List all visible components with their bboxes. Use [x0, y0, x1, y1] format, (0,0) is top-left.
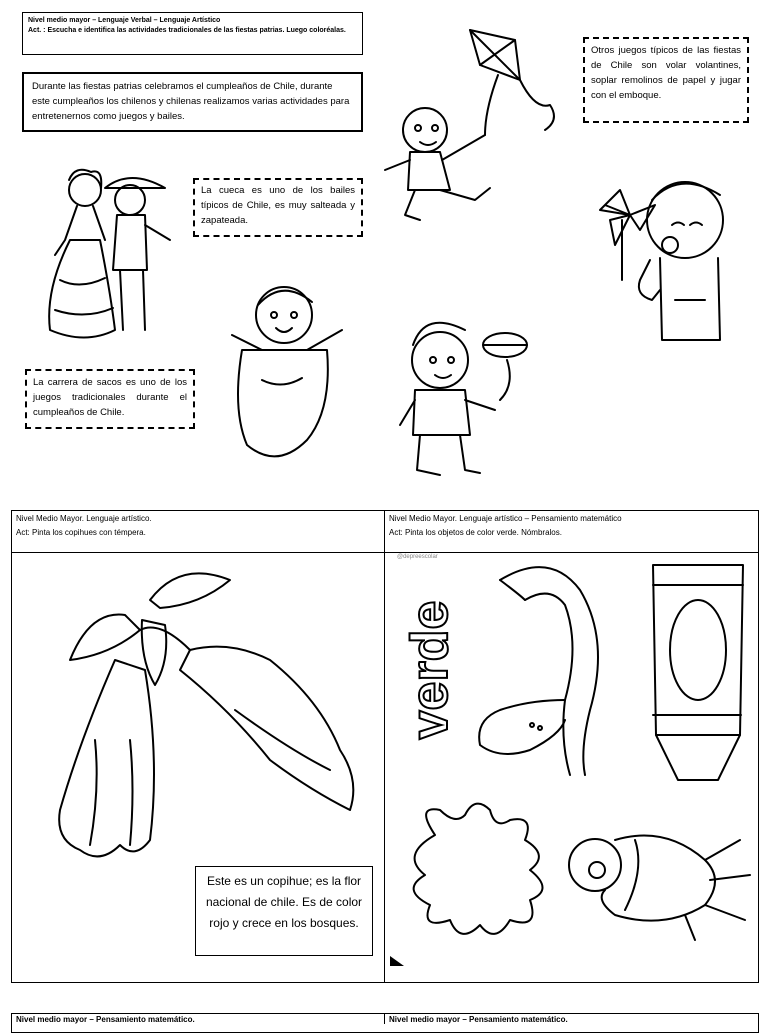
cueca-dancers-illustration [25, 160, 185, 350]
sack-race-illustration [222, 280, 352, 470]
right-header-line1: Nivel Medio Mayor. Lenguaje artístico – Pensamiento matemático [389, 514, 622, 523]
left-activity-header [12, 511, 388, 541]
middle-vertical-divider [384, 510, 385, 983]
right-activity-header [385, 511, 763, 541]
crayon-illustration [648, 560, 748, 800]
bottom-left-header: Nivel medio mayor – Pensamiento matemático. [16, 1015, 195, 1024]
right-header-line2: Act: Pinta los objetos de color verde. Nómbralos. [389, 528, 562, 537]
games-box [583, 37, 749, 123]
emboque-boy-illustration [395, 305, 565, 485]
top-header-line1: Nivel medio mayor – Lenguaje Verbal – Lenguaje Artístico [28, 17, 221, 24]
snake-illustration [470, 560, 630, 790]
middle-horizontal-divider [11, 552, 759, 553]
watermark: @depreescolar [397, 554, 438, 560]
top-header-line2: Act. : Escucha e identifica las actividades tradicionales de las fiestas patrias. Luego coloréalas. [28, 27, 346, 34]
cueca-box [193, 178, 363, 237]
sacks-text: La carrera de sacos es uno de los juegos tradicionales durante el cumpleaños de Chile. [33, 377, 187, 418]
pinwheel-boy-illustration [580, 150, 750, 350]
copihue-text: Este es un copihue; es la flor nacional de chile. Es de color rojo y crece en los bosques. [205, 874, 363, 930]
intro-box [22, 72, 363, 132]
left-header-line1: Nivel Medio Mayor. Lenguaje artístico. [16, 514, 152, 523]
bottom-right-header: Nivel medio mayor – Pensamiento matemático. [389, 1015, 568, 1024]
splat-illustration [395, 795, 565, 955]
intro-text: Durante las fiestas patrias celebramos el cumpleaños de Chile, durante este cumpleaños los chilenos y chilenas realizamos varias actividades para entretenernos como juegos y bailes. [32, 81, 350, 122]
frog-illustration [565, 820, 755, 950]
top-header-box [22, 12, 363, 55]
left-header-line2: Act: Pinta los copihues con témpera. [16, 528, 146, 537]
sacks-box [25, 369, 195, 429]
verde-word: verde [401, 600, 459, 740]
games-text: Otros juegos típicos de las fiestas de Chile son volar volantines, soplar remolinos de papel y jugar con el emboque. [591, 45, 741, 101]
copihue-illustration [30, 560, 370, 880]
kite-boy-illustration [380, 20, 580, 230]
cueca-text: La cueca es uno de los bailes típicos de Chile, es muy salteada y zapateada. [201, 185, 355, 226]
copihue-text-box [195, 866, 373, 956]
